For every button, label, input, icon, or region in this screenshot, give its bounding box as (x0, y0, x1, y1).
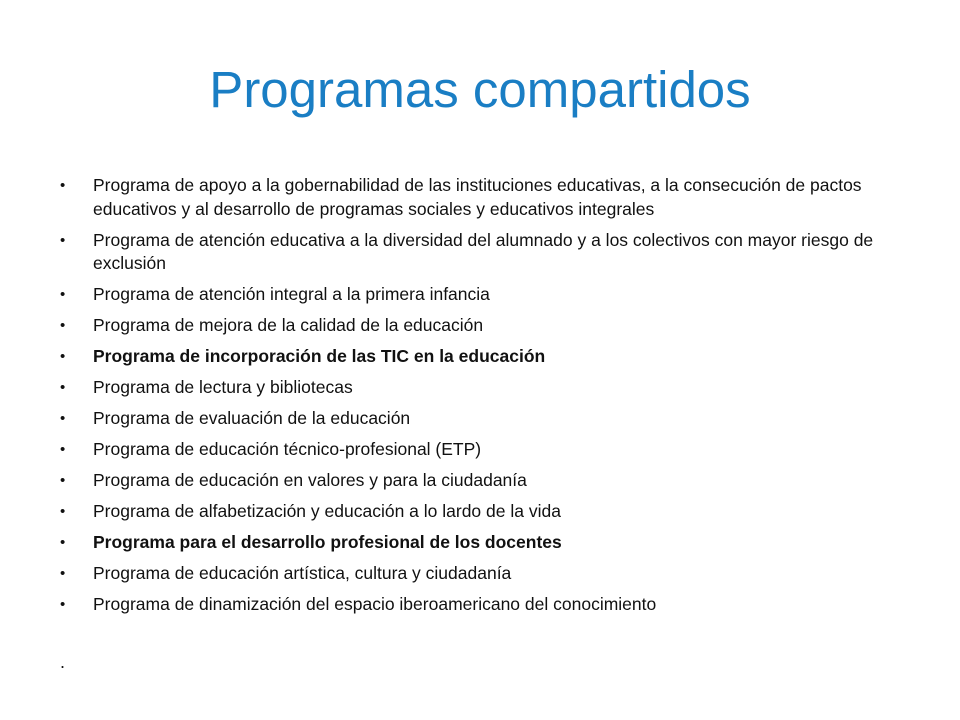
bullet-icon: • (60, 348, 66, 365)
list-item (60, 500, 920, 524)
bullet-icon: • (60, 410, 66, 427)
list-item-text: Programa de educación artística, cultura y ciudadanía (93, 563, 512, 583)
trailing-text: . (60, 652, 66, 672)
list-item (60, 407, 920, 431)
program-list (60, 174, 920, 624)
bullet-icon: • (60, 317, 66, 334)
list-item (60, 229, 920, 276)
bullet-icon: • (60, 503, 66, 520)
list-item-text: Programa de educación técnico-profesional (ETP) (93, 439, 482, 459)
list-item (60, 531, 920, 555)
list-item (60, 469, 920, 493)
list-item (60, 438, 920, 462)
bullet-icon: • (60, 231, 66, 249)
list-item-text: Programa de incorporación de las TIC en la educación (93, 346, 546, 366)
bullet-icon: • (60, 177, 66, 194)
bullet-icon: • (60, 379, 66, 396)
list-item-text: Programa de mejora de la calidad de la educación (93, 315, 484, 335)
list-item-text: Programa de evaluación de la educación (93, 408, 411, 428)
list-item (60, 314, 920, 338)
list-item-text: Programa de lectura y bibliotecas (93, 377, 353, 397)
slide-title: Programas compartidos (209, 61, 751, 118)
list-item-text: Programa de apoyo a la gobernabilidad de las instituciones educativas, a la consecución de pactos educativos y al desarrollo de programas sociales y educativos integrales (93, 175, 862, 219)
list-item (60, 593, 920, 617)
list-item (60, 376, 920, 400)
list-item-text: Programa de atención integral a la primera infancia (93, 284, 490, 304)
list-item (60, 345, 920, 369)
bullet-icon: • (60, 441, 66, 458)
bullet-icon: • (60, 534, 66, 551)
list-item-text: Programa de dinamización del espacio iberoamericano del conocimiento (93, 594, 657, 614)
list-item (60, 562, 920, 586)
bullet-icon: • (60, 286, 66, 303)
bullet-icon: • (60, 472, 66, 489)
list-item-text: Programa para el desarrollo profesional de los docentes (93, 532, 562, 552)
list-item-text: Programa de alfabetización y educación a lo lardo de la vida (93, 501, 561, 521)
list-item (60, 283, 920, 307)
bullet-icon: • (60, 565, 66, 582)
list-item-text: Programa de educación en valores y para la ciudadanía (93, 470, 527, 490)
list-item (60, 174, 920, 221)
list-item-text: Programa de atención educativa a la diversidad del alumnado y a los colectivos con mayor riesgo de exclusión (93, 229, 874, 273)
bullet-icon: • (60, 596, 66, 613)
